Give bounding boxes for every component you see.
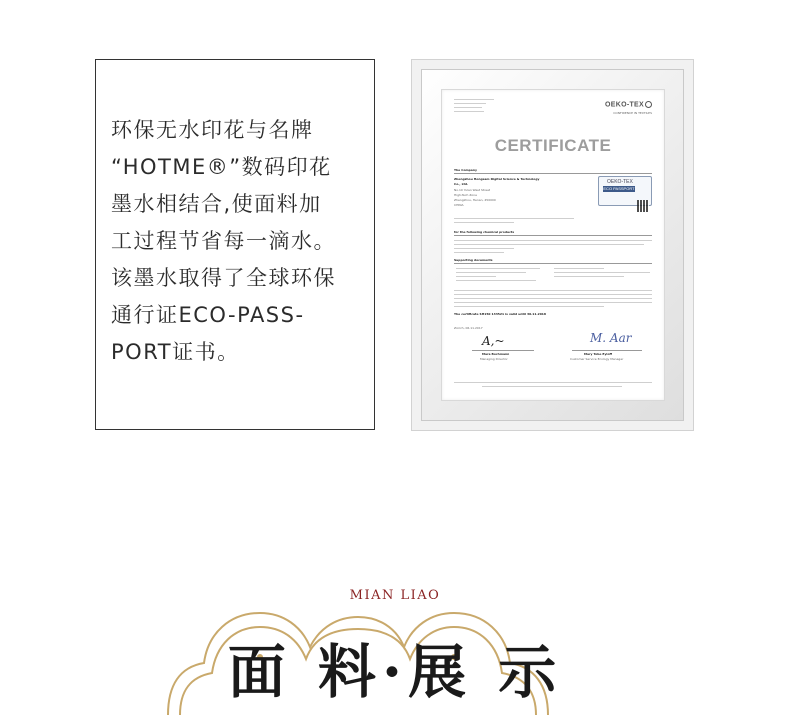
certificate-paper	[442, 90, 664, 400]
address-line: High-Tech Zone	[454, 193, 478, 197]
certificate-title: CERTIFICATE	[494, 136, 612, 155]
signer-2-role: Customer Service Ecology Manager	[570, 357, 624, 361]
description-line: “HOTME®”数码印花	[111, 155, 332, 179]
oeko-tex-logo: OEKO-TEX	[605, 101, 652, 108]
address-line: No.10 Yulan West Street	[454, 188, 491, 192]
company-name: Zhengzhou Hongsam Digital Science & Technology	[454, 177, 540, 181]
section-company: The Company	[454, 168, 477, 172]
section-title: 面 料·展 示	[227, 638, 563, 706]
signer-2-name: Mary Tobe Eyloff	[584, 352, 612, 356]
qr-code-icon	[637, 200, 649, 212]
badge-label: ECO PASSPORT	[603, 186, 635, 191]
address-line: CHINA	[454, 203, 464, 207]
section-documents: Supporting documents	[454, 258, 493, 262]
signature-2: M. Aar	[590, 331, 632, 345]
description-line: 环保无水印花与名牌	[111, 118, 314, 142]
badge-brand: OEKO-TEX	[607, 179, 633, 185]
description-line: PORT证书。	[111, 340, 240, 364]
city-date: Zürich, 06.11.2017	[454, 326, 483, 330]
signature-1: A,~	[482, 334, 505, 348]
brand-tagline: CONFIDENCE IN TEXTILES	[613, 111, 652, 115]
description-line: 通行证ECO-PASS-	[111, 303, 305, 327]
address-line: Zhengzhou, Henan, 450000	[454, 198, 496, 202]
validity-statement: The certificate SH150 133521 is valid until 30.11.2018	[454, 312, 546, 316]
signer-1-role: Managing Director	[480, 357, 508, 361]
section-subtitle: MIAN LIAO	[349, 588, 441, 603]
description-lines	[111, 112, 336, 371]
certificate-frame	[411, 59, 694, 431]
description-line: 工过程节省每一滴水。	[111, 229, 336, 253]
description-box	[95, 59, 375, 430]
description-line: 该墨水取得了全球环保	[111, 266, 336, 290]
company-name-2: Co., Ltd.	[454, 182, 469, 186]
signer-1-name: Mara Bochmann	[482, 352, 510, 356]
section-products: for the following chemical products	[454, 230, 515, 234]
description-line: 墨水相结合,使面料加	[111, 192, 322, 216]
